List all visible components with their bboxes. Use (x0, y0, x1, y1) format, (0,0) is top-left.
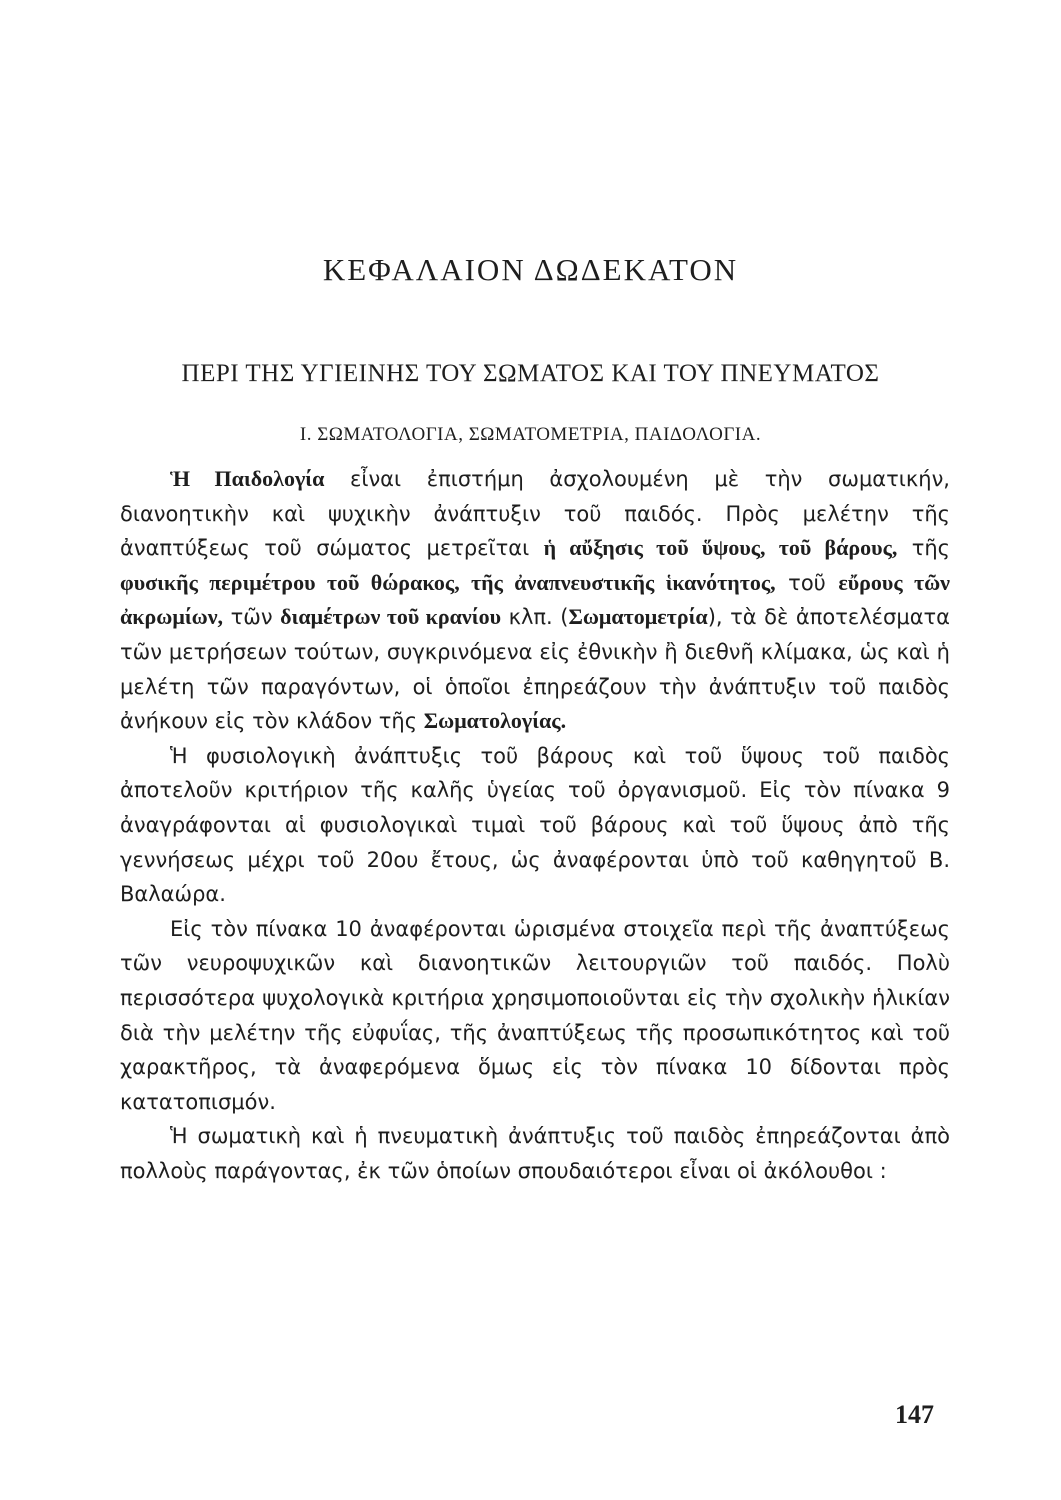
paragraph-3: Εἰς τὸν πίνακα 10 ἀναφέρονται ὡρισμένα στοιχεῖα περὶ τῆς ἀναπτύξεως τῶν νευροψυχικῶν καὶ διανοητικῶν λειτουργιῶν τοῦ παιδός. Πολὺ περισσότερα ψυχολογικὰ κριτήρια χρησιμοποιοῦνται εἰς τὴν σχολικὴν ἡλικίαν διὰ τὴν μελέτην τῆς εὐφυΐας, τῆς ἀναπτύξεως τῆς προσωπικότητος καὶ τοῦ χαρακτῆρος, τὰ ἀναφερόμενα ὅμως εἰς τὸν πίνακα 10 δίδονται πρὸς κατατοπισμόν. (120, 916, 950, 1114)
bold-term: Σωματολογίας. (423, 708, 567, 734)
bold-term: φυσικῆς περιμέτρου τοῦ θώρακος, τῆς ἀναπνευστικῆς ἱκανότητος, (120, 569, 776, 595)
text-run: κλπ. ( (501, 605, 569, 630)
bold-term: εὔρους τῶν ἀκρωμίων, (120, 569, 950, 630)
text-run: εἶναι ἐπιστήμη ἀσχολουμένη μὲ τὴν σωματικήν, διανοητικὴν καὶ ψυχικὴν ἀνάπτυξιν τοῦ παιδός. Πρὸς μελέτην τῆς ἀναπτύξεως τοῦ σώματος μετρεῖται (120, 467, 950, 561)
bold-term: ἡ αὔξησις τοῦ ὕψους, τοῦ βάρους, (543, 535, 898, 561)
text-run: τῶν (223, 605, 281, 630)
text-run: τοῦ (775, 570, 839, 595)
bold-term: Σωματομετρία (568, 604, 708, 630)
section-title: Ι. ΣΩΜΑΤΟΛΟΓΙΑ, ΣΩΜΑΤΟΜΕΤΡΙΑ, ΠΑΙΔΟΛΟΓΙΑ. (299, 424, 762, 445)
text-run: τῆς (897, 536, 951, 561)
text-run: ), τὰ δὲ ἀποτελέσματα τῶν μετρήσεων τούτων, συγκρινόμενα εἰς ἐθνικὴν ἢ διεθνῆ κλίμακα, ὡς καὶ ἡ μελέτη τῶν παραγόντων, οἱ ὁποῖοι ἐπηρεάζουν τὴν ἀνάπτυξιν τοῦ παιδὸς ἀνήκουν εἰς τὸν κλάδον τῆς (120, 605, 951, 734)
chapter-title: ΚΕΦΑΛΑΙΟΝ ΔΩΔΕΚΑΤΟΝ (322, 252, 739, 287)
paragraph-2: Ἡ φυσιολογικὴ ἀνάπτυξις τοῦ βάρους καὶ τοῦ ὕψους τοῦ παιδὸς ἀποτελοῦν κριτήριον τῆς καλῆς ὑγείας τοῦ ὀργανισμοῦ. Εἰς τὸν πίνακα 9 ἀναγράφονται αἱ φυσιολογικαὶ τιμαὶ τοῦ βάρους καὶ τοῦ ὕψους ἀπὸ τῆς γεννήσεως μέχρι τοῦ 20ου ἔτους, ὡς ἀναφέρονται ὑπὸ τοῦ καθηγητοῦ Β. Βαλαώρα. (120, 743, 950, 907)
body-text (120, 462, 950, 1188)
bold-term: διαμέτρων τοῦ κρανίου (280, 604, 502, 630)
page-number: 147 (895, 1400, 934, 1429)
part-title: ΠΕΡΙ ΤΗΣ ΥΓΙΕΙΝΗΣ ΤΟΥ ΣΩΜΑΤΟΣ ΚΑΙ ΤΟΥ ΠΝΕΥΜΑΤΟΣ (181, 360, 880, 387)
paragraph-4: Ἡ σωματικὴ καὶ ἡ πνευματικὴ ἀνάπτυξις τοῦ παιδὸς ἐπηρεάζονται ἀπὸ πολλοὺς παράγοντας, ἐκ τῶν ὁποίων σπουδαιότεροι εἶναι οἱ ἀκόλουθοι : (120, 1124, 950, 1183)
paragraph-1 (120, 462, 950, 739)
bold-term: Ἡ Παιδολογία (170, 466, 325, 491)
